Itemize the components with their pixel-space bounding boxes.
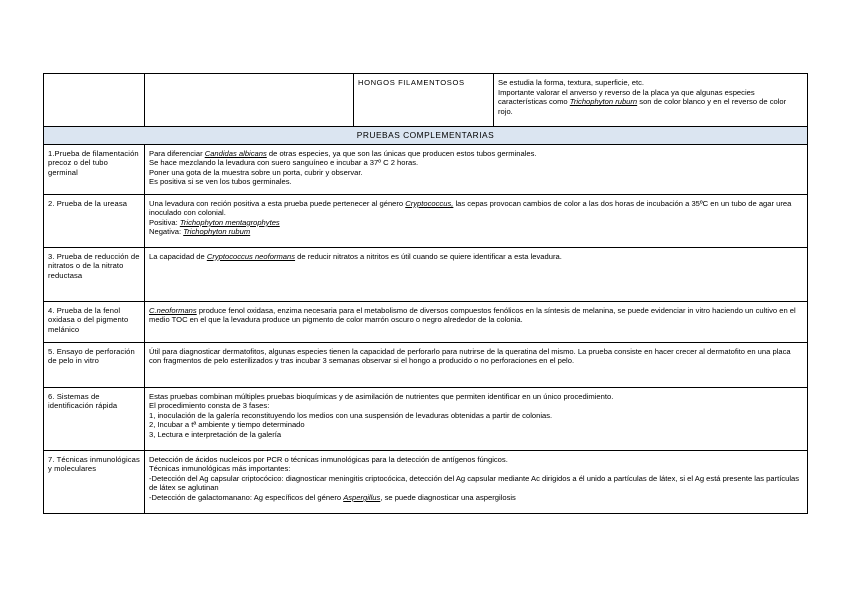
row-label: 1.Prueba de filamentación precoz o del tubo germinal xyxy=(44,144,145,194)
row-content: Una levadura con reción positiva a esta prueba puede pertenecer al género Cryptococcus, las cepas provocan cambios de color a las dos horas de incubación a 35ºC en un tubo de agar urea inoculado con colonial. Positiva: Trichophyton mentagrophytes Negativa: Trichophyton rubum xyxy=(145,194,808,247)
row-content: Detección de ácidos nucleicos por PCR o técnicas inmunológicas para la detección de antígenos fúngicos. Técnicas inmunológicas más importantes: -Detección del Ag capsular criptocócico: diagnosticar meningitis criptocócica, detección del Ag capsular mediante Ac dirigidos a él unido a partículas de látex, si el Ag está presente las partículas de látex se aglutinan -Detección de galactomanano: Ag específicos del género Aspergillus, se puede diagnosticar una aspergilosis xyxy=(145,450,808,513)
species-name: Cryptococcus neoformans xyxy=(206,251,296,261)
species-name: Trichophyton ruburn xyxy=(569,97,638,107)
row-content: Para diferenciar Candidas albicans de otras especies, ya que son las únicas que producen estos tubos germinales. Se hace mezclando la levadura con suero sanguíneo e incubar a 37º C 2 horas. Poner una gota de la muestra sobre un porta, cubrir y observar. Es positiva si se ven los tubos germinales. xyxy=(145,144,808,194)
species-name: Candidas albicans xyxy=(204,148,267,158)
empty-cell-2 xyxy=(145,74,354,127)
species-name: Cryptococcus, xyxy=(405,198,454,208)
species-name: Trichophyton mentagrophytes xyxy=(179,217,280,227)
row-content: La capacidad de Cryptococcus neoformans de reducir nitratos a nitritos es útil cuando se quiere identificar a esta levadura. xyxy=(145,247,808,301)
row-label: 5. Ensayo de perforación de pelo in vitro xyxy=(44,342,145,387)
row-label: 2. Prueba de la ureasa xyxy=(44,194,145,247)
row-content: Útil para diagnosticar dermatofitos, algunas especies tienen la capacidad de perforarlo para nutrirse de la queratina del mismo. La prueba consiste en hacer crecer al dermatofito en una placa con fragmentos de pelo esterilizados y tras incubar 3 semanas observar si el hongo a producido o no perforaciones en el pelo. xyxy=(145,342,808,387)
row-label: 6. Sistemas de identificación rápida xyxy=(44,387,145,450)
document-table xyxy=(43,73,808,514)
table-row xyxy=(44,301,808,342)
species-name: Aspergillus xyxy=(343,492,381,502)
row-label: 4. Prueba de la fenol oxidasa o del pigmento melánico xyxy=(44,301,145,342)
table-row xyxy=(44,144,808,194)
species-name: C.neoformans xyxy=(149,305,197,315)
hongos-filamentosos-description: Se estudia la forma, textura, superficie, etc. Importante valorar el anverso y reverso de la placa ya que algunas especies características como Trichophyton ruburn son de color blanco y en el reverso de color rojo. xyxy=(494,74,808,127)
section-header: PRUEBAS COMPLEMENTARIAS xyxy=(44,127,808,145)
hongos-filamentosos-label: HONGOS FILAMENTOSOS xyxy=(354,74,494,127)
section-header-row xyxy=(44,127,808,145)
table-row xyxy=(44,450,808,513)
table-row xyxy=(44,342,808,387)
table-row xyxy=(44,247,808,301)
table-row xyxy=(44,387,808,450)
empty-cell-1 xyxy=(44,74,145,127)
row-content: Estas pruebas combinan múltiples pruebas bioquímicas y de asimilación de nutrientes que permiten identificar en un único procedimiento. El procedimiento consta de 3 fases: 1, inoculación de la galería reconstituyendo los medios con una suspensión de levaduras obtenidas a partir de colonias. 2, Incubar a tª ambiente y tiempo determinado 3, Lectura e interpretación de la galería xyxy=(145,387,808,450)
species-name: Trichophyton rubum xyxy=(183,227,251,237)
table-row-hongos-filamentosos xyxy=(44,74,808,127)
row-content: C.neoformans produce fenol oxidasa, enzima necesaria para el metabolismo de diversos compuestos fenólicos en la síntesis de melanina, se puede evidenciar in vitro haciendo un cultivo en el medio TOC en el que la levadura produce un pigmento de color marrón oscuro o negro alrededor de la colonia. xyxy=(145,301,808,342)
table-row xyxy=(44,194,808,247)
row-label: 7. Técnicas inmunológicas y moleculares xyxy=(44,450,145,513)
row-label: 3. Prueba de reducción de nitratos o de la nitrato reductasa xyxy=(44,247,145,301)
